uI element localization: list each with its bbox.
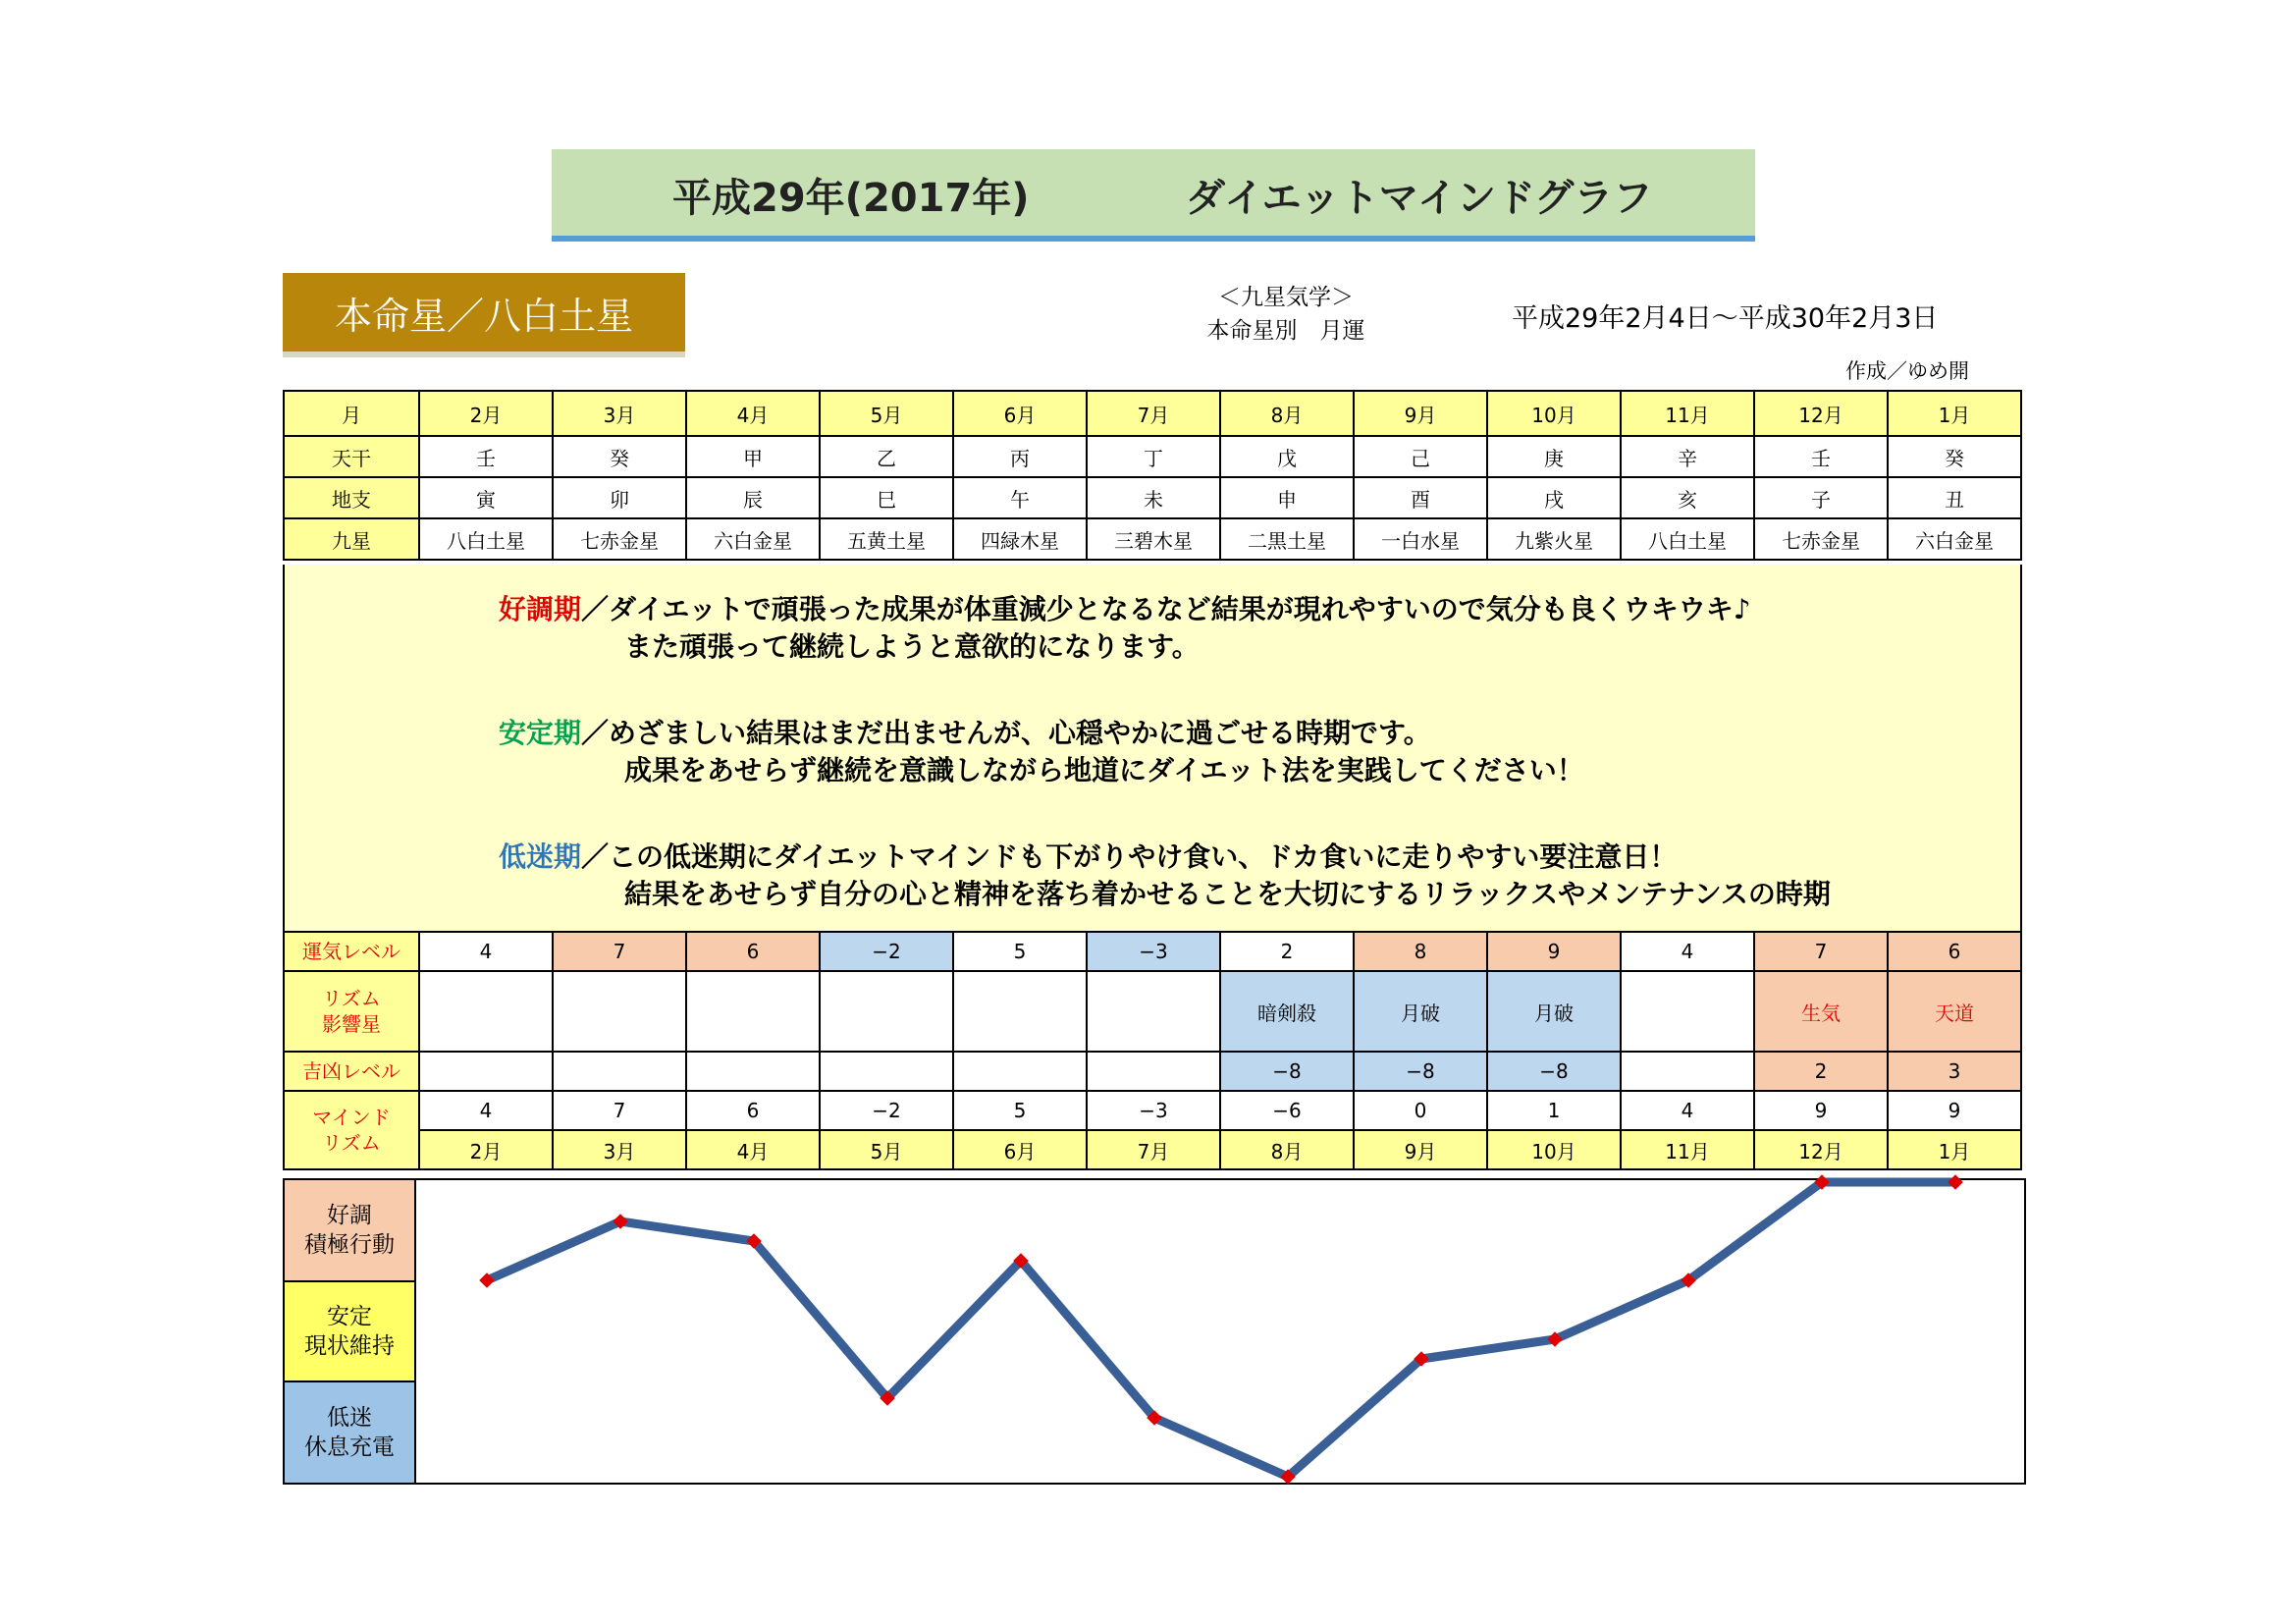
mind-header-2: リズム (322, 1131, 381, 1155)
rhythm-row (284, 971, 2021, 1052)
mind-header (284, 1091, 419, 1169)
rhythm-cell (1621, 971, 1754, 1052)
kyusei-header: 九星 (284, 518, 419, 560)
chart-month-row (284, 1130, 2021, 1169)
stable-label: 安定期 (499, 717, 582, 749)
tenkan-cell: 甲 (686, 436, 820, 477)
kyusei-cell: 六白金星 (1888, 518, 2021, 560)
month-cell: 9月 (1354, 391, 1487, 436)
unki-cell: 8 (1354, 932, 1487, 971)
unki-cell: 6 (1888, 932, 2021, 971)
kyusei-cell: 九紫火星 (1487, 518, 1621, 560)
chishi-cell: 寅 (419, 477, 553, 518)
chart-month-cell: 3月 (553, 1130, 686, 1169)
kikkyo-cell: −8 (1487, 1052, 1621, 1091)
low-text-2: 結果をあせらず自分の心と精神を落ち着かせることを大切にするリラックスやメンテナンスの時期 (624, 878, 1831, 910)
kyusei-cell: 三碧木星 (1087, 518, 1220, 560)
kyusei-cell: 七赤金星 (553, 518, 686, 560)
tenkan-cell: 辛 (1621, 436, 1754, 477)
mind-header-1: マインド (312, 1106, 391, 1129)
unki-cell: 4 (1621, 932, 1754, 971)
rhythm-cell: 暗剣殺 (1220, 971, 1354, 1052)
tenkan-cell: 戊 (1220, 436, 1354, 477)
honmei-label: 本命星別 月運 (1206, 318, 1365, 344)
mind-cell: −3 (1087, 1091, 1220, 1130)
rhythm-cell: 生気 (1754, 971, 1888, 1052)
chishi-cell: 未 (1087, 477, 1220, 518)
kikkyo-cell (553, 1052, 686, 1091)
low-label: 低迷期 (499, 840, 582, 873)
month-row (284, 391, 2021, 436)
period-range: 平成29年2月4日～平成30年2月3日 (1512, 303, 1939, 334)
honmei-star-badge: 本命星／八白土星 (283, 273, 685, 357)
kikkyo-row (284, 1052, 2021, 1091)
tenkan-row (284, 436, 2021, 477)
unki-header: 運気レベル (284, 932, 419, 971)
unki-cell: 7 (553, 932, 686, 971)
month-cell: 6月 (953, 391, 1087, 436)
unki-cell: 2 (1220, 932, 1354, 971)
month-cell: 3月 (553, 391, 686, 436)
chishi-cell: 子 (1754, 477, 1888, 518)
kyusei-cell: 五黄土星 (820, 518, 953, 560)
good-text-1: ／ダイエットで頑張った成果が体重減少となるなど結果が現れやすいので気分も良くウキウキ♪ (581, 593, 1751, 625)
chart-month-cell: 9月 (1354, 1130, 1487, 1169)
month-cell: 5月 (820, 391, 953, 436)
mind-row (284, 1091, 2021, 1130)
level-table (283, 931, 2022, 1170)
chart-month-cell: 12月 (1754, 1130, 1888, 1169)
good-text-2: また頑張って継続しようと意欲的になります。 (624, 630, 1200, 663)
page-title-year: 平成29年(2017年) (672, 176, 1030, 221)
kikkyo-cell (1087, 1052, 1220, 1091)
mind-cell: 9 (1888, 1091, 2021, 1130)
rhythm-cell (686, 971, 820, 1052)
chishi-cell: 酉 (1354, 477, 1487, 518)
kikkyo-cell: 2 (1754, 1052, 1888, 1091)
chart-month-cell: 4月 (686, 1130, 820, 1169)
month-cell: 12月 (1754, 391, 1888, 436)
tenkan-cell: 壬 (1754, 436, 1888, 477)
tenkan-cell: 乙 (820, 436, 953, 477)
month-cell: 7月 (1087, 391, 1220, 436)
unki-cell: 4 (419, 932, 553, 971)
zone-good-title: 好調 (327, 1203, 372, 1228)
chart-month-cell: 5月 (820, 1130, 953, 1169)
unki-cell: −3 (1087, 932, 1220, 971)
zone-low-sub: 休息充電 (304, 1435, 395, 1460)
kyusei-cell: 六白金星 (686, 518, 820, 560)
month-cell: 8月 (1220, 391, 1354, 436)
zone-good-sub: 積極行動 (304, 1232, 395, 1258)
chart-month-cell: 10月 (1487, 1130, 1621, 1169)
rhythm-cell (1087, 971, 1220, 1052)
kikkyo-cell (419, 1052, 553, 1091)
chishi-header: 地支 (284, 477, 419, 518)
chishi-cell: 戌 (1487, 477, 1621, 518)
zone-low-title: 低迷 (327, 1405, 372, 1431)
series-line (487, 1182, 1955, 1477)
month-cell: 2月 (419, 391, 553, 436)
mind-cell: 6 (686, 1091, 820, 1130)
kikkyo-header: 吉凶レベル (284, 1052, 419, 1091)
kyusei-cell: 四緑木星 (953, 518, 1087, 560)
chart-month-cell: 2月 (419, 1130, 553, 1169)
month-cell: 4月 (686, 391, 820, 436)
calendar-table (283, 390, 2022, 561)
low-text-1: ／この低迷期にダイエットマインドも下がりやけ食い、ドカ食いに走りやすい要注意日！ (581, 840, 1678, 873)
tenkan-cell: 癸 (1888, 436, 2021, 477)
chishi-cell: 申 (1220, 477, 1354, 518)
rhythm-cell: 月破 (1354, 971, 1487, 1052)
chishi-cell: 丑 (1888, 477, 2021, 518)
month-cell: 1月 (1888, 391, 2021, 436)
stable-text-2: 成果をあせらず継続を意識しながら地道にダイエット法を実践してください！ (624, 754, 1584, 786)
kikkyo-cell (953, 1052, 1087, 1091)
chishi-cell: 辰 (686, 477, 820, 518)
rhythm-cell (820, 971, 953, 1052)
kikkyo-cell (820, 1052, 953, 1091)
unki-row (284, 932, 2021, 971)
unki-cell: 9 (1487, 932, 1621, 971)
chart-month-cell: 6月 (953, 1130, 1087, 1169)
chart-plot (285, 1180, 2024, 1483)
unki-cell: −2 (820, 932, 953, 971)
tenkan-cell: 丙 (953, 436, 1087, 477)
description-panel (283, 565, 2022, 933)
kyusei-cell: 二黒土星 (1220, 518, 1354, 560)
low-description (499, 836, 1677, 875)
author-credit: 作成／ゆめ開 (1845, 359, 1969, 383)
mind-cell: −2 (820, 1091, 953, 1130)
kikkyo-cell: −8 (1220, 1052, 1354, 1091)
chishi-cell: 亥 (1621, 477, 1754, 518)
mind-cell: 5 (953, 1091, 1087, 1130)
rhythm-cell (553, 971, 686, 1052)
good-description (499, 588, 1751, 627)
kikkyo-cell: 3 (1888, 1052, 2021, 1091)
tenkan-header: 天干 (284, 436, 419, 477)
mind-cell: 4 (1621, 1091, 1754, 1130)
rhythm-header-2: 影響星 (322, 1012, 381, 1036)
chart-month-cell: 1月 (1888, 1130, 2021, 1169)
kikkyo-cell: −8 (1354, 1052, 1487, 1091)
mind-cell: 1 (1487, 1091, 1621, 1130)
mind-cell: 7 (553, 1091, 686, 1130)
stable-description (499, 712, 1431, 751)
kyusei-cell: 一白水星 (1354, 518, 1487, 560)
rhythm-header (284, 971, 419, 1052)
unki-cell: 7 (1754, 932, 1888, 971)
rhythm-cell: 月破 (1487, 971, 1621, 1052)
kyusei-row (284, 518, 2021, 560)
stable-text-1: ／めざましい結果はまだ出ませんが、心穏やかに過ごせる時期です。 (581, 717, 1431, 749)
chart-month-cell: 7月 (1087, 1130, 1220, 1169)
month-header: 月 (284, 391, 419, 436)
tenkan-cell: 癸 (553, 436, 686, 477)
mind-cell: −6 (1220, 1091, 1354, 1130)
tenkan-cell: 壬 (419, 436, 553, 477)
chishi-cell: 午 (953, 477, 1087, 518)
chishi-row (284, 477, 2021, 518)
rhythm-cell (419, 971, 553, 1052)
kyusei-label: ＜九星気学＞ (1218, 285, 1354, 310)
good-label: 好調期 (499, 593, 582, 625)
unki-cell: 5 (953, 932, 1087, 971)
tenkan-cell: 丁 (1087, 436, 1220, 477)
tenkan-cell: 庚 (1487, 436, 1621, 477)
kyusei-cell: 七赤金星 (1754, 518, 1888, 560)
data-point-12 (1948, 1174, 1963, 1190)
unki-cell: 6 (686, 932, 820, 971)
chart-month-cell: 11月 (1621, 1130, 1754, 1169)
chishi-cell: 巳 (820, 477, 953, 518)
mind-cell: 9 (1754, 1091, 1888, 1130)
zone-stable-title: 安定 (327, 1304, 372, 1329)
rhythm-cell (953, 971, 1087, 1052)
month-cell: 10月 (1487, 391, 1621, 436)
chishi-cell: 卯 (553, 477, 686, 518)
kyusei-cell: 八白土星 (1621, 518, 1754, 560)
chart-month-cell: 8月 (1220, 1130, 1354, 1169)
mind-cell: 4 (419, 1091, 553, 1130)
rhythm-cell: 天道 (1888, 971, 2021, 1052)
mind-chart (283, 1178, 2026, 1485)
tenkan-cell: 己 (1354, 436, 1487, 477)
mind-cell: 0 (1354, 1091, 1487, 1130)
page-title: ダイエットマインドグラフ (1186, 176, 1653, 221)
kyusei-cell: 八白土星 (419, 518, 553, 560)
kikkyo-cell (1621, 1052, 1754, 1091)
kikkyo-cell (686, 1052, 820, 1091)
zone-stable-sub: 現状維持 (304, 1333, 395, 1359)
rhythm-header-1: リズム (322, 987, 381, 1010)
month-cell: 11月 (1621, 391, 1754, 436)
